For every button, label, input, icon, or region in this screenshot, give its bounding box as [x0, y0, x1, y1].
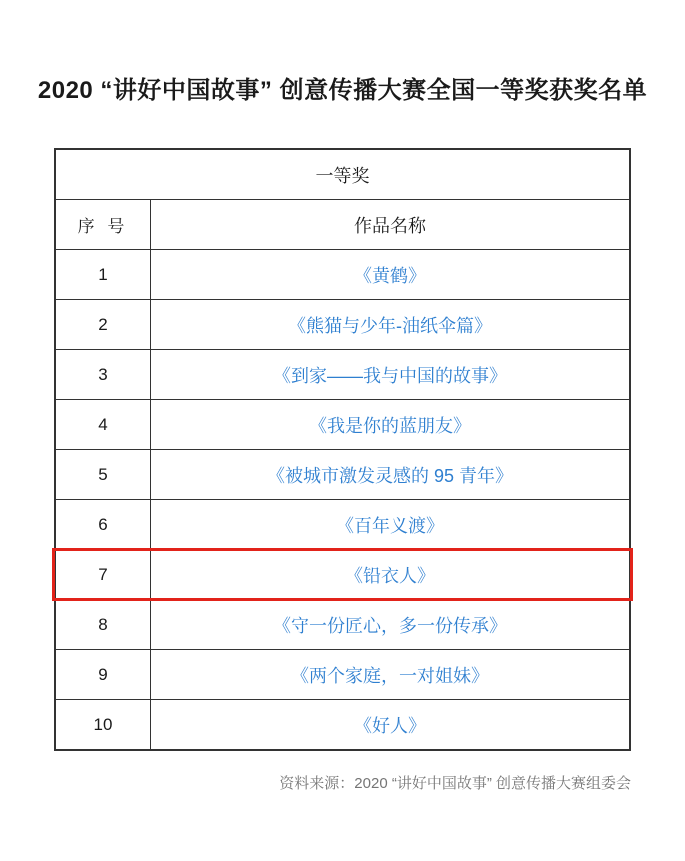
- table-row: [56, 399, 629, 449]
- table-row: [56, 349, 629, 399]
- table-row: [56, 649, 629, 699]
- work-title-link[interactable]: 《铅衣人》: [345, 565, 435, 586]
- source-note: 资料来源：2020 “讲好中国故事” 创意传播大赛组委会: [279, 775, 631, 792]
- column-header-number: 序 号: [56, 200, 151, 249]
- row-number: 2: [56, 300, 151, 349]
- table-caption-row: [56, 150, 629, 199]
- table-row-highlighted: [56, 549, 629, 599]
- work-title-link[interactable]: 《好人》: [354, 715, 426, 736]
- work-title-link[interactable]: 《百年义渡》: [336, 515, 444, 536]
- table-row: [56, 299, 629, 349]
- table-row: [56, 499, 629, 549]
- work-title-link[interactable]: 《守一份匠心，多一份传承》: [273, 615, 507, 636]
- work-title-link[interactable]: 《到家——我与中国的故事》: [273, 365, 507, 386]
- table-caption: 一等奖: [315, 165, 370, 186]
- row-number: 1: [56, 250, 151, 299]
- row-number: 9: [56, 650, 151, 699]
- column-header-work-name: 作品名称: [354, 215, 426, 236]
- award-table: [54, 148, 631, 751]
- table-row: [56, 699, 629, 749]
- row-number: 8: [56, 600, 151, 649]
- work-title-link[interactable]: 《熊猫与少年-油纸伞篇》: [288, 315, 492, 336]
- row-number: 7: [56, 550, 151, 599]
- page-title: 2020 “讲好中国故事” 创意传播大赛全国一等奖获奖名单: [37, 77, 648, 104]
- work-title-link[interactable]: 《两个家庭，一对姐妹》: [291, 665, 489, 686]
- table-header-row: [56, 199, 629, 249]
- row-number: 3: [56, 350, 151, 399]
- work-title-link[interactable]: 《我是你的蓝朋友》: [309, 415, 471, 436]
- work-title-link[interactable]: 《被城市激发灵感的 95 青年》: [266, 465, 514, 486]
- row-number: 6: [56, 500, 151, 549]
- row-number: 10: [56, 700, 151, 749]
- work-title-link[interactable]: 《黄鹤》: [354, 265, 426, 286]
- table-row: [56, 249, 629, 299]
- table-row: [56, 599, 629, 649]
- row-number: 4: [56, 400, 151, 449]
- table-row: [56, 449, 629, 499]
- row-number: 5: [56, 450, 151, 499]
